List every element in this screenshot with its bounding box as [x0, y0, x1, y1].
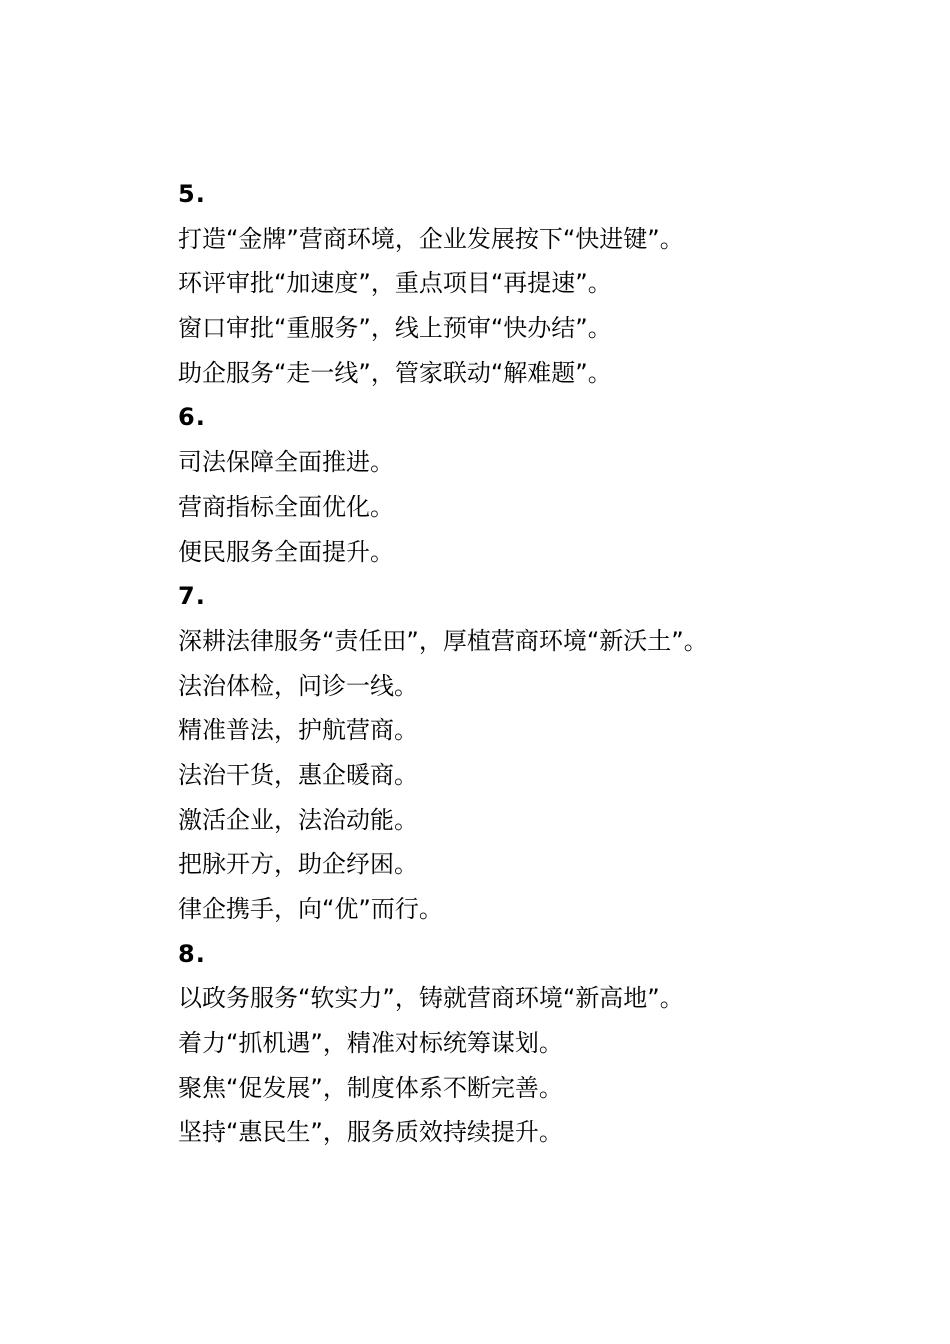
text-line: 把脉开方，助企纾困。 [178, 850, 418, 879]
document-body [178, 172, 898, 1155]
text-line: 窗口审批“重服务”，线上预审“快办结”。 [178, 314, 612, 343]
text-line: 司法保障全面推进。 [178, 448, 394, 477]
text-line: 法治体检，问诊一线。 [178, 671, 418, 700]
text-line: 营商指标全面优化。 [178, 492, 394, 521]
text-line: 法治干货，惠企暖商。 [178, 760, 418, 789]
section-number-7: 7. [178, 582, 206, 611]
text-line: 打造“金牌”营商环境，企业发展按下“快进键”。 [178, 224, 684, 253]
text-line: 律企携手，向“优”而行。 [178, 895, 443, 923]
text-line: 聚焦“促发展”，制度体系不断完善。 [178, 1073, 563, 1102]
text-line: 坚持“惠民生”，服务质效持续提升。 [178, 1118, 563, 1147]
section-number-6: 6. [178, 403, 206, 432]
text-line: 深耕法律服务“责任田”，厚植营商环境“新沃土”。 [178, 626, 708, 655]
text-line: 激活企业，法治动能。 [178, 805, 418, 834]
section-number-5: 5. [178, 180, 206, 208]
text-line: 便民服务全面提升。 [178, 537, 394, 566]
section-number-8: 8. [178, 939, 206, 968]
text-line: 以政务服务“软实力”，铸就营商环境“新高地”。 [178, 984, 684, 1013]
text-line: 着力“抓机遇”，精准对标统筹谋划。 [178, 1029, 563, 1058]
text-line: 精准普法，护航营商。 [178, 716, 418, 745]
text-line: 助企服务“走一线”，管家联动“解难题”。 [178, 358, 612, 387]
text-line: 环评审批“加速度”，重点项目“再提速”。 [178, 269, 612, 298]
